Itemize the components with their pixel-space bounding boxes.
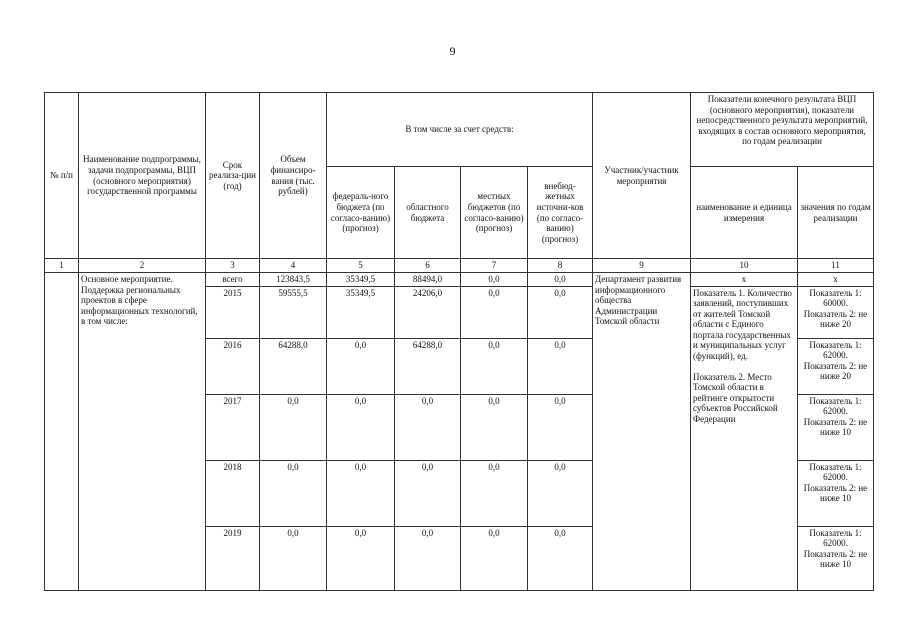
indicator-value-cell: Показатель 1: 62000. Показатель 2: не ниже 20 [798, 338, 874, 394]
column-number: 11 [798, 259, 874, 273]
indicator-name-total: x [691, 273, 798, 287]
indicator-value-cell: Показатель 1: 62000. Показатель 2: не ниже 10 [798, 394, 874, 460]
federal-cell: 35349,5 [327, 286, 395, 338]
federal-cell: 0,0 [327, 394, 395, 460]
local-cell: 0,0 [461, 338, 528, 394]
main-event-name: Основное мероприятие. Поддержка региональных проектов в сфере информационных технологий, в том числе: [79, 273, 206, 591]
indicator-value-cell: Показатель 1: 62000. Показатель 2: не ниже 10 [798, 526, 874, 590]
column-number: 4 [260, 259, 327, 273]
regional-cell: 88494,0 [395, 273, 461, 287]
table-row-total [45, 273, 874, 287]
volume-cell: 64288,0 [260, 338, 327, 394]
column-number: 10 [691, 259, 798, 273]
indicator-value-cell: Показатель 1: 62000. Показатель 2: не ниже 10 [798, 460, 874, 526]
indicator-value-cell: Показатель 1: 60000. Показатель 2: не ниже 20 [798, 286, 874, 338]
program-table [44, 92, 874, 591]
regional-cell: 0,0 [395, 394, 461, 460]
column-number: 1 [45, 259, 79, 273]
header-name: Наименование подпрограммы, задачи подпрограммы, ВЦП (основного мероприятия) государственной программы [79, 93, 206, 259]
term-cell: 2017 [206, 394, 260, 460]
header-extra: внебюд-жетных источни-ков (по согласо-ванию) (прогноз) [528, 167, 593, 259]
header-federal: федераль-ного бюджета (по согласо-ванию) (прогноз) [327, 167, 395, 259]
header-num: № п/п [45, 93, 79, 259]
local-cell: 0,0 [461, 286, 528, 338]
header-indicators: Показатели конечного результата ВЦП (основного мероприятия), показатели непосредственного результата мероприятий, входящих в состав основного мероприятия, по годам реализации [691, 93, 874, 167]
term-cell: 2018 [206, 460, 260, 526]
regional-cell: 0,0 [395, 460, 461, 526]
column-number: 9 [593, 259, 691, 273]
column-number: 6 [395, 259, 461, 273]
extra-cell: 0,0 [528, 273, 593, 287]
federal-cell: 0,0 [327, 460, 395, 526]
extra-cell: 0,0 [528, 526, 593, 590]
volume-cell: 0,0 [260, 526, 327, 590]
term-cell: 2019 [206, 526, 260, 590]
term-cell: 2015 [206, 286, 260, 338]
header-regional: областного бюджета [395, 167, 461, 259]
header-participant: Участник/участник мероприятия [593, 93, 691, 259]
column-numbers-row [45, 259, 874, 273]
column-number: 2 [79, 259, 206, 273]
header-term: Срок реализа-ции (год) [206, 93, 260, 259]
extra-cell: 0,0 [528, 394, 593, 460]
extra-cell: 0,0 [528, 338, 593, 394]
header-local: местных бюджетов (по согласо-ванию) (прогноз) [461, 167, 528, 259]
column-number: 8 [528, 259, 593, 273]
volume-cell: 123843,5 [260, 273, 327, 287]
column-number: 3 [206, 259, 260, 273]
indicator-value-total: x [798, 273, 874, 287]
volume-cell: 59555,5 [260, 286, 327, 338]
term-cell: всего [206, 273, 260, 287]
page-number: 9 [449, 44, 456, 58]
federal-cell: 0,0 [327, 338, 395, 394]
local-cell: 0,0 [461, 394, 528, 460]
local-cell: 0,0 [461, 273, 528, 287]
local-cell: 0,0 [461, 460, 528, 526]
indicator-name-cell: Показатель 1. Количество заявлений, поступивших от жителей Томской области с Единого портала государственных и муниципальных услуг (функций), ед. Показатель 2. Место Томской области в рейтинге открытости субъектов Российской Федерации [691, 286, 798, 590]
column-number: 5 [327, 259, 395, 273]
header-including: В том числе за счет средств: [327, 93, 593, 167]
extra-cell: 0,0 [528, 460, 593, 526]
header-ind-values: значения по годам реализации [798, 167, 874, 259]
regional-cell: 64288,0 [395, 338, 461, 394]
federal-cell: 0,0 [327, 526, 395, 590]
local-cell: 0,0 [461, 526, 528, 590]
participant-cell: Департамент развития информационного общества Администрации Томской области [593, 273, 691, 591]
volume-cell: 0,0 [260, 460, 327, 526]
federal-cell: 35349,5 [327, 273, 395, 287]
regional-cell: 24206,0 [395, 286, 461, 338]
header-ind-name: наименование и единица измерения [691, 167, 798, 259]
volume-cell: 0,0 [260, 394, 327, 460]
extra-cell: 0,0 [528, 286, 593, 338]
column-number: 7 [461, 259, 528, 273]
header-row-1 [45, 93, 874, 167]
row-num-cell [45, 273, 79, 591]
term-cell: 2016 [206, 338, 260, 394]
regional-cell: 0,0 [395, 526, 461, 590]
header-volume: Объем финансиро-вания (тыс. рублей) [260, 93, 327, 259]
